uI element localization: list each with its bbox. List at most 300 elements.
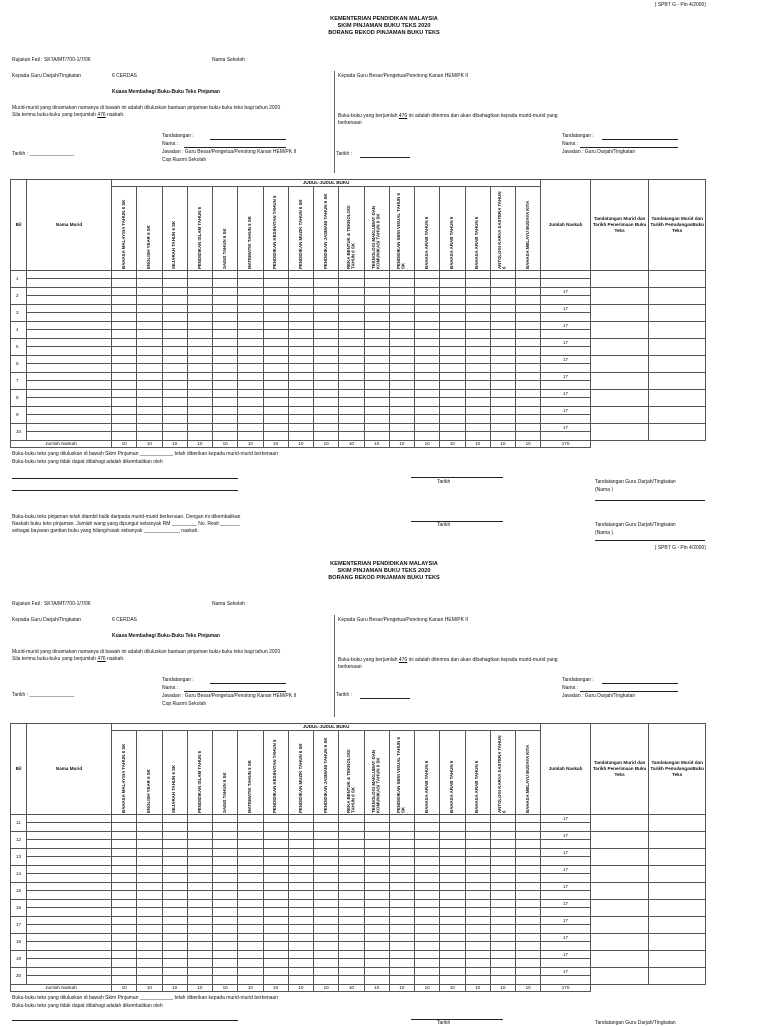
book-cell[interactable] [516,432,541,441]
book-cell[interactable] [314,840,339,849]
book-cell[interactable] [314,942,339,951]
book-cell[interactable] [364,959,389,968]
book-cell[interactable] [389,415,414,424]
book-cell[interactable] [162,398,187,407]
book-cell[interactable] [162,840,187,849]
book-cell[interactable] [187,959,212,968]
book-cell[interactable] [440,882,465,891]
book-cell[interactable] [288,925,313,934]
return-sign-cell[interactable] [649,814,706,831]
book-cell[interactable] [440,891,465,900]
book-cell[interactable] [314,899,339,908]
book-cell[interactable] [516,296,541,305]
book-cell[interactable] [238,279,263,288]
book-cell[interactable] [137,933,162,942]
book-cell[interactable] [490,355,515,364]
book-cell[interactable] [364,372,389,381]
book-cell[interactable] [364,415,389,424]
book-cell[interactable] [389,891,414,900]
book-cell[interactable] [314,976,339,985]
book-cell[interactable] [263,270,288,279]
book-cell[interactable] [465,840,490,849]
book-cell[interactable] [238,882,263,891]
book-cell[interactable] [415,848,440,857]
book-cell[interactable] [490,372,515,381]
book-cell[interactable] [137,372,162,381]
book-cell[interactable] [112,950,137,959]
book-cell[interactable] [389,967,414,976]
book-cell[interactable] [389,874,414,883]
book-cell[interactable] [364,304,389,313]
book-cell[interactable] [187,950,212,959]
book-cell[interactable] [238,857,263,866]
return-sign-cell[interactable] [649,355,706,372]
book-cell[interactable] [516,933,541,942]
book-cell[interactable] [415,313,440,322]
book-cell[interactable] [112,372,137,381]
book-cell[interactable] [213,338,238,347]
book-cell[interactable] [389,814,414,823]
book-cell[interactable] [516,882,541,891]
book-cell[interactable] [263,389,288,398]
book-cell[interactable] [415,406,440,415]
student-name-cell[interactable] [27,406,112,415]
book-cell[interactable] [516,347,541,356]
book-cell[interactable] [339,321,364,330]
book-cell[interactable] [213,270,238,279]
book-cell[interactable] [213,840,238,849]
book-cell[interactable] [516,916,541,925]
book-cell[interactable] [490,423,515,432]
book-cell[interactable] [137,406,162,415]
book-cell[interactable] [364,823,389,832]
student-name-cell[interactable] [27,415,112,424]
book-cell[interactable] [339,279,364,288]
book-cell[interactable] [263,865,288,874]
book-cell[interactable] [389,287,414,296]
book-cell[interactable] [516,865,541,874]
book-cell[interactable] [389,831,414,840]
book-cell[interactable] [314,338,339,347]
book-cell[interactable] [263,406,288,415]
book-cell[interactable] [490,270,515,279]
student-name-cell[interactable] [27,857,112,866]
student-name-cell[interactable] [27,891,112,900]
book-cell[interactable] [162,916,187,925]
book-cell[interactable] [238,848,263,857]
book-cell[interactable] [465,364,490,373]
book-cell[interactable] [415,364,440,373]
book-cell[interactable] [238,959,263,968]
return-sign-cell[interactable] [649,865,706,882]
book-cell[interactable] [516,831,541,840]
book-cell[interactable] [339,372,364,381]
book-cell[interactable] [162,338,187,347]
book-cell[interactable] [263,398,288,407]
book-cell[interactable] [112,287,137,296]
book-cell[interactable] [440,406,465,415]
book-cell[interactable] [415,347,440,356]
book-cell[interactable] [389,882,414,891]
book-cell[interactable] [415,865,440,874]
book-cell[interactable] [288,882,313,891]
book-cell[interactable] [465,398,490,407]
book-cell[interactable] [238,908,263,917]
book-cell[interactable] [187,976,212,985]
receipt-sign-cell[interactable] [590,389,649,406]
book-cell[interactable] [238,432,263,441]
return-sign-cell[interactable] [649,406,706,423]
book-cell[interactable] [440,372,465,381]
book-cell[interactable] [288,304,313,313]
book-cell[interactable] [238,364,263,373]
book-cell[interactable] [112,330,137,339]
book-cell[interactable] [187,874,212,883]
book-cell[interactable] [112,891,137,900]
book-cell[interactable] [137,865,162,874]
book-cell[interactable] [288,908,313,917]
book-cell[interactable] [516,287,541,296]
book-cell[interactable] [465,432,490,441]
book-cell[interactable] [213,814,238,823]
student-name-cell[interactable] [27,389,112,398]
book-cell[interactable] [389,942,414,951]
student-name-cell[interactable] [27,967,112,976]
book-cell[interactable] [187,372,212,381]
book-cell[interactable] [314,831,339,840]
book-cell[interactable] [162,381,187,390]
book-cell[interactable] [263,925,288,934]
book-cell[interactable] [415,950,440,959]
book-cell[interactable] [162,321,187,330]
student-name-cell[interactable] [27,933,112,942]
book-cell[interactable] [238,330,263,339]
student-name-cell[interactable] [27,942,112,951]
book-cell[interactable] [364,848,389,857]
book-cell[interactable] [187,967,212,976]
book-cell[interactable] [415,942,440,951]
book-cell[interactable] [364,270,389,279]
book-cell[interactable] [415,381,440,390]
book-cell[interactable] [339,270,364,279]
book-cell[interactable] [389,338,414,347]
book-cell[interactable] [288,831,313,840]
book-cell[interactable] [137,279,162,288]
book-cell[interactable] [187,925,212,934]
book-cell[interactable] [364,423,389,432]
book-cell[interactable] [213,891,238,900]
book-cell[interactable] [339,857,364,866]
book-cell[interactable] [440,364,465,373]
book-cell[interactable] [162,899,187,908]
book-cell[interactable] [288,891,313,900]
book-cell[interactable] [364,432,389,441]
book-cell[interactable] [263,976,288,985]
book-cell[interactable] [389,270,414,279]
student-name-cell[interactable] [27,925,112,934]
book-cell[interactable] [490,899,515,908]
book-cell[interactable] [314,296,339,305]
book-cell[interactable] [112,976,137,985]
book-cell[interactable] [314,950,339,959]
book-cell[interactable] [440,389,465,398]
book-cell[interactable] [364,279,389,288]
book-cell[interactable] [112,432,137,441]
book-cell[interactable] [137,381,162,390]
book-cell[interactable] [440,330,465,339]
book-cell[interactable] [162,959,187,968]
book-cell[interactable] [339,967,364,976]
book-cell[interactable] [415,432,440,441]
book-cell[interactable] [440,899,465,908]
receipt-sign-cell[interactable] [590,882,649,899]
book-cell[interactable] [162,814,187,823]
book-cell[interactable] [137,950,162,959]
book-cell[interactable] [137,891,162,900]
book-cell[interactable] [415,899,440,908]
book-cell[interactable] [516,304,541,313]
book-cell[interactable] [415,287,440,296]
book-cell[interactable] [516,406,541,415]
book-cell[interactable] [137,967,162,976]
book-cell[interactable] [389,950,414,959]
book-cell[interactable] [187,423,212,432]
book-cell[interactable] [389,347,414,356]
book-cell[interactable] [112,313,137,322]
student-name-cell[interactable] [27,840,112,849]
book-cell[interactable] [440,942,465,951]
book-cell[interactable] [137,857,162,866]
book-cell[interactable] [112,899,137,908]
book-cell[interactable] [339,814,364,823]
book-cell[interactable] [162,908,187,917]
book-cell[interactable] [440,287,465,296]
student-name-cell[interactable] [27,321,112,330]
book-cell[interactable] [440,865,465,874]
book-cell[interactable] [187,823,212,832]
return-sign-cell[interactable] [649,423,706,440]
book-cell[interactable] [490,313,515,322]
receipt-sign-cell[interactable] [590,287,649,304]
book-cell[interactable] [415,330,440,339]
book-cell[interactable] [465,882,490,891]
book-cell[interactable] [364,899,389,908]
book-cell[interactable] [314,287,339,296]
book-cell[interactable] [314,381,339,390]
book-cell[interactable] [112,959,137,968]
return-sign-cell[interactable] [649,831,706,848]
book-cell[interactable] [288,916,313,925]
book-cell[interactable] [162,432,187,441]
book-cell[interactable] [263,415,288,424]
book-cell[interactable] [187,857,212,866]
book-cell[interactable] [440,916,465,925]
book-cell[interactable] [465,338,490,347]
book-cell[interactable] [162,857,187,866]
book-cell[interactable] [263,814,288,823]
book-cell[interactable] [263,899,288,908]
receipt-sign-cell[interactable] [590,321,649,338]
book-cell[interactable] [112,406,137,415]
book-cell[interactable] [440,296,465,305]
book-cell[interactable] [516,959,541,968]
book-cell[interactable] [516,338,541,347]
book-cell[interactable] [339,355,364,364]
book-cell[interactable] [238,950,263,959]
book-cell[interactable] [389,398,414,407]
book-cell[interactable] [490,296,515,305]
book-cell[interactable] [389,865,414,874]
book-cell[interactable] [490,848,515,857]
book-cell[interactable] [238,874,263,883]
book-cell[interactable] [238,313,263,322]
book-cell[interactable] [112,865,137,874]
book-cell[interactable] [238,304,263,313]
book-cell[interactable] [339,398,364,407]
book-cell[interactable] [187,848,212,857]
book-cell[interactable] [137,959,162,968]
student-name-cell[interactable] [27,313,112,322]
book-cell[interactable] [465,330,490,339]
book-cell[interactable] [112,321,137,330]
book-cell[interactable] [415,814,440,823]
book-cell[interactable] [490,840,515,849]
book-cell[interactable] [263,831,288,840]
book-cell[interactable] [112,389,137,398]
book-cell[interactable] [339,848,364,857]
book-cell[interactable] [364,364,389,373]
book-cell[interactable] [288,423,313,432]
student-name-cell[interactable] [27,296,112,305]
book-cell[interactable] [187,840,212,849]
student-name-cell[interactable] [27,814,112,823]
book-cell[interactable] [339,831,364,840]
book-cell[interactable] [213,899,238,908]
book-cell[interactable] [339,415,364,424]
book-cell[interactable] [288,857,313,866]
book-cell[interactable] [516,908,541,917]
book-cell[interactable] [364,874,389,883]
book-cell[interactable] [314,372,339,381]
book-cell[interactable] [490,364,515,373]
book-cell[interactable] [213,406,238,415]
book-cell[interactable] [137,347,162,356]
book-cell[interactable] [415,338,440,347]
book-cell[interactable] [490,942,515,951]
book-cell[interactable] [465,355,490,364]
book-cell[interactable] [389,432,414,441]
book-cell[interactable] [465,831,490,840]
book-cell[interactable] [187,321,212,330]
book-cell[interactable] [238,270,263,279]
book-cell[interactable] [516,925,541,934]
book-cell[interactable] [238,916,263,925]
book-cell[interactable] [364,933,389,942]
book-cell[interactable] [490,891,515,900]
book-cell[interactable] [339,874,364,883]
book-cell[interactable] [162,304,187,313]
book-cell[interactable] [187,398,212,407]
book-cell[interactable] [389,321,414,330]
book-cell[interactable] [238,296,263,305]
student-name-cell[interactable] [27,882,112,891]
book-cell[interactable] [490,857,515,866]
book-cell[interactable] [213,882,238,891]
book-cell[interactable] [490,831,515,840]
book-cell[interactable] [364,916,389,925]
book-cell[interactable] [465,933,490,942]
book-cell[interactable] [213,304,238,313]
book-cell[interactable] [516,942,541,951]
book-cell[interactable] [364,865,389,874]
book-cell[interactable] [389,313,414,322]
book-cell[interactable] [415,916,440,925]
book-cell[interactable] [112,925,137,934]
book-cell[interactable] [314,279,339,288]
book-cell[interactable] [516,364,541,373]
book-cell[interactable] [440,848,465,857]
book-cell[interactable] [490,279,515,288]
book-cell[interactable] [516,967,541,976]
book-cell[interactable] [465,865,490,874]
book-cell[interactable] [339,976,364,985]
book-cell[interactable] [440,967,465,976]
book-cell[interactable] [490,874,515,883]
book-cell[interactable] [137,976,162,985]
book-cell[interactable] [238,287,263,296]
receipt-sign-cell[interactable] [590,304,649,321]
book-cell[interactable] [187,406,212,415]
book-cell[interactable] [288,848,313,857]
book-cell[interactable] [440,823,465,832]
book-cell[interactable] [213,831,238,840]
book-cell[interactable] [213,330,238,339]
book-cell[interactable] [440,321,465,330]
book-cell[interactable] [238,398,263,407]
book-cell[interactable] [364,347,389,356]
book-cell[interactable] [339,304,364,313]
book-cell[interactable] [288,279,313,288]
book-cell[interactable] [263,432,288,441]
receipt-sign-cell[interactable] [590,406,649,423]
book-cell[interactable] [364,967,389,976]
book-cell[interactable] [288,976,313,985]
book-cell[interactable] [364,313,389,322]
book-cell[interactable] [213,933,238,942]
book-cell[interactable] [162,891,187,900]
book-cell[interactable] [415,874,440,883]
book-cell[interactable] [364,287,389,296]
student-name-cell[interactable] [27,908,112,917]
book-cell[interactable] [465,823,490,832]
book-cell[interactable] [213,942,238,951]
return-sign-cell[interactable] [649,372,706,389]
book-cell[interactable] [364,831,389,840]
book-cell[interactable] [465,891,490,900]
book-cell[interactable] [187,296,212,305]
book-cell[interactable] [490,406,515,415]
book-cell[interactable] [187,432,212,441]
book-cell[interactable] [516,950,541,959]
return-sign-cell[interactable] [649,967,706,984]
book-cell[interactable] [213,355,238,364]
book-cell[interactable] [490,823,515,832]
book-cell[interactable] [465,423,490,432]
book-cell[interactable] [137,389,162,398]
book-cell[interactable] [162,347,187,356]
student-name-cell[interactable] [27,874,112,883]
book-cell[interactable] [238,942,263,951]
